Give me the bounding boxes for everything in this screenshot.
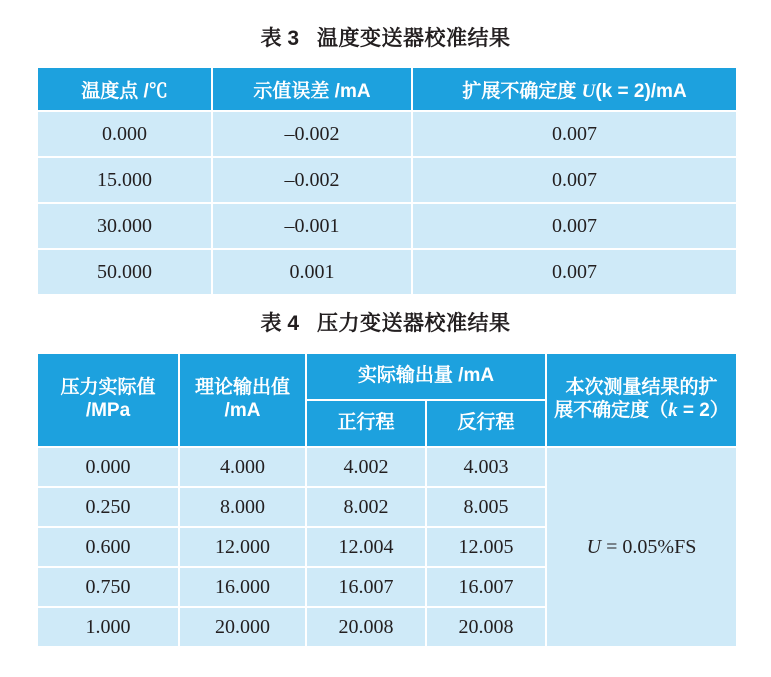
table3-cell-uncert-4: 0.007 (412, 249, 737, 295)
table3-header-uncert-symbol: U (581, 80, 596, 102)
table4-cell-theoretical-1: 4.000 (179, 447, 306, 487)
table4-container (36, 352, 736, 648)
table4-cell-forward-1: 4.002 (306, 447, 426, 487)
table4-header-actual-pressure (37, 353, 179, 447)
table4-caption-label: 表 4 (260, 312, 299, 335)
table3-cell-temp-3: 30.000 (37, 203, 212, 249)
table3-header-uncert-suffix: (k = 2)/mA (595, 80, 687, 102)
table4-header-theoretical-output-line2: /mA (224, 400, 261, 421)
table4-header-actual-output-group: 实际输出量 /mA (306, 353, 546, 400)
table4-cell-pressure-1: 0.000 (37, 447, 179, 487)
table4-header-measurement-uncertainty (546, 353, 737, 447)
table4-header-actual-pressure-line1: 压力实际值 (60, 377, 156, 399)
table4-header-theoretical-output-line1: 理论输出值 (194, 377, 290, 399)
table3-cell-error-1: –0.002 (212, 111, 412, 157)
table4-cell-forward-3: 12.004 (306, 527, 426, 567)
table4-cell-theoretical-2: 8.000 (179, 487, 306, 527)
table4-cell-forward-2: 8.002 (306, 487, 426, 527)
table-row (37, 447, 737, 487)
table3-header-indication-error: 示值误差 /mA (212, 67, 412, 111)
table4-cell-reverse-5: 20.008 (426, 607, 546, 647)
table-row (37, 249, 737, 295)
table4-cell-uncertainty-value (546, 447, 737, 647)
table4-cell-theoretical-5: 20.000 (179, 607, 306, 647)
table4-uncert-value: = 0.05%FS (601, 535, 697, 558)
table4-cell-theoretical-4: 16.000 (179, 567, 306, 607)
table3-header-uncert-prefix: 扩展不确定度 (462, 80, 582, 102)
table4-cell-reverse-3: 12.005 (426, 527, 546, 567)
table3-header-temperature: 温度点 /℃ (37, 67, 212, 111)
table3-caption-label: 表 3 (260, 27, 299, 50)
table3-cell-error-4: 0.001 (212, 249, 412, 295)
table3-cell-uncert-2: 0.007 (412, 157, 737, 203)
table4-header-uncert-k: k (668, 400, 678, 421)
table4-header-measurement-uncertainty-line2 (547, 400, 736, 423)
table3-container (36, 66, 736, 296)
table3 (36, 66, 738, 296)
table4-header-forward-stroke: 正行程 (306, 400, 426, 447)
table4-cell-theoretical-3: 12.000 (179, 527, 306, 567)
table4-caption (0, 307, 771, 337)
table-row (37, 203, 737, 249)
table4-cell-reverse-4: 16.007 (426, 567, 546, 607)
table4-cell-pressure-3: 0.600 (37, 527, 179, 567)
table4-uncert-symbol: U (586, 535, 602, 558)
table4-header-reverse-stroke: 反行程 (426, 400, 546, 447)
table4-cell-pressure-4: 0.750 (37, 567, 179, 607)
table4-cell-reverse-2: 8.005 (426, 487, 546, 527)
table3-caption-text: 温度变送器校准结果 (317, 27, 511, 50)
table4-header-measurement-uncertainty-line1: 本次测量结果的扩 (565, 377, 718, 399)
table4-cell-pressure-5: 1.000 (37, 607, 179, 647)
table4 (36, 352, 738, 648)
table4-header-actual-pressure-line2: /MPa (85, 400, 131, 421)
table3-cell-temp-4: 50.000 (37, 249, 212, 295)
table4-cell-pressure-2: 0.250 (37, 487, 179, 527)
table3-header-expanded-uncertainty (412, 67, 737, 111)
table4-header-row-1 (37, 353, 737, 400)
table3-cell-temp-1: 0.000 (37, 111, 212, 157)
table4-header-theoretical-output (179, 353, 306, 447)
table3-cell-uncert-3: 0.007 (412, 203, 737, 249)
table3-cell-temp-2: 15.000 (37, 157, 212, 203)
table4-cell-forward-4: 16.007 (306, 567, 426, 607)
table4-cell-forward-5: 20.008 (306, 607, 426, 647)
table3-cell-error-3: –0.001 (212, 203, 412, 249)
table3-caption (0, 22, 771, 52)
table3-header-row (37, 67, 737, 111)
table4-header-uncert-post: = 2） (677, 400, 729, 421)
table4-caption-text: 压力变送器校准结果 (317, 312, 511, 335)
table-row (37, 111, 737, 157)
table4-header-uncert-pre: 展不确定度（ (554, 400, 669, 421)
table3-cell-error-2: –0.002 (212, 157, 412, 203)
table-row (37, 157, 737, 203)
table3-cell-uncert-1: 0.007 (412, 111, 737, 157)
table4-cell-reverse-1: 4.003 (426, 447, 546, 487)
